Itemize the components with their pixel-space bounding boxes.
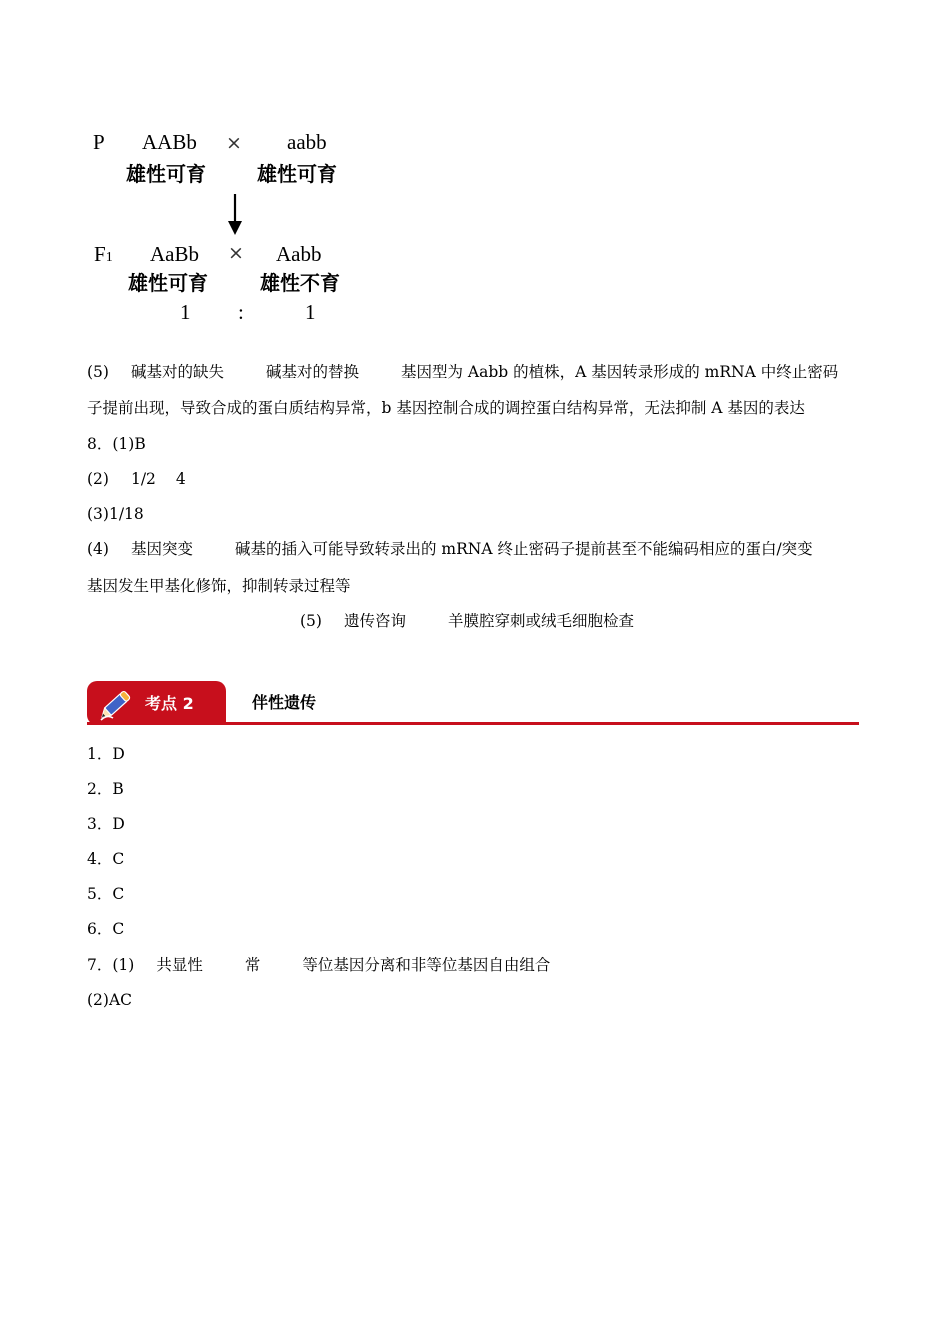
answer-item: 羊膜腔穿刺或绒毛细胞检查: [447, 612, 634, 630]
answer-item: 基因突变: [130, 540, 193, 558]
p-generation-label: P: [93, 130, 105, 154]
f1-generation-label: F1: [94, 242, 113, 266]
answer-8-4-line2: 基因发生甲基化修饰，抑制转录过程等: [87, 577, 351, 595]
answer-item: 1/2: [130, 470, 156, 488]
f1-cross-symbol: ×: [228, 242, 244, 264]
question-number: 7．(1): [87, 956, 135, 974]
section-title: 伴性遗传: [252, 693, 317, 712]
f1-subscript: 1: [105, 250, 113, 265]
answer-item: 4: [175, 470, 186, 488]
p-parent2-genotype: aabb: [287, 130, 327, 154]
p-cross-symbol: ×: [226, 132, 242, 154]
p-parent1-phenotype: 雄性可育: [126, 162, 206, 186]
answer-item: 碱基对的替换: [265, 363, 359, 381]
answer-8-2: [87, 469, 186, 489]
question-number: (2): [87, 470, 109, 488]
answer-8-1: 8．(1)B: [87, 435, 146, 453]
answer-5-line1: [87, 362, 838, 382]
answer-7-2: (2)AC: [87, 991, 133, 1009]
answer-8-5: [300, 611, 634, 631]
f1-offspring1-genotype: AaBb: [150, 242, 199, 266]
answer-item: 共显性: [156, 956, 203, 974]
answer-8-4-line1: [87, 539, 813, 559]
pencil-icon: [99, 684, 139, 722]
answer-8-3: (3)1/18: [87, 505, 144, 523]
p-parent2-phenotype: 雄性可育: [257, 162, 337, 186]
answer-1: 1．D: [87, 745, 125, 763]
section-badge: [87, 681, 226, 725]
answer-item: 常: [244, 956, 261, 974]
p-parent1-genotype: AABb: [142, 130, 197, 154]
answer-5: 5．C: [87, 885, 125, 903]
ratio-left: 1: [180, 300, 191, 324]
answer-7-1: [87, 955, 550, 975]
answer-4: 4．C: [87, 850, 125, 868]
question-number: (5): [87, 363, 109, 381]
down-arrow-icon: [226, 194, 244, 236]
answer-item: 基因型为 Aabb 的植株，A 基因转录形成的 mRNA 中终止密码: [401, 363, 839, 381]
answer-3: 3．D: [87, 815, 125, 833]
ratio-colon: :: [238, 300, 244, 324]
answer-item: 碱基对的缺失: [130, 363, 224, 381]
ratio-right: 1: [305, 300, 316, 324]
section-badge-label: 考点 2: [145, 694, 194, 713]
answer-item: 遗传咨询: [343, 612, 406, 630]
question-number: (4): [87, 540, 109, 558]
answer-2: 2．B: [87, 780, 124, 798]
answer-6: 6．C: [87, 920, 125, 938]
answer-5-line2: 子提前出现，导致合成的蛋白质结构异常，b 基因控制合成的调控蛋白结构异常，无法抑制 A 基因的表达: [87, 399, 805, 417]
question-number: (5): [300, 612, 322, 630]
f1-offspring2-phenotype: 雄性不育: [260, 271, 340, 295]
f1-offspring1-phenotype: 雄性可育: [128, 271, 208, 295]
answer-item: 碱基的插入可能导致转录出的 mRNA 终止密码子提前甚至不能编码相应的蛋白/突变: [234, 540, 813, 558]
f1-offspring2-genotype: Aabb: [276, 242, 322, 266]
answer-item: 等位基因分离和非等位基因自由组合: [302, 956, 551, 974]
